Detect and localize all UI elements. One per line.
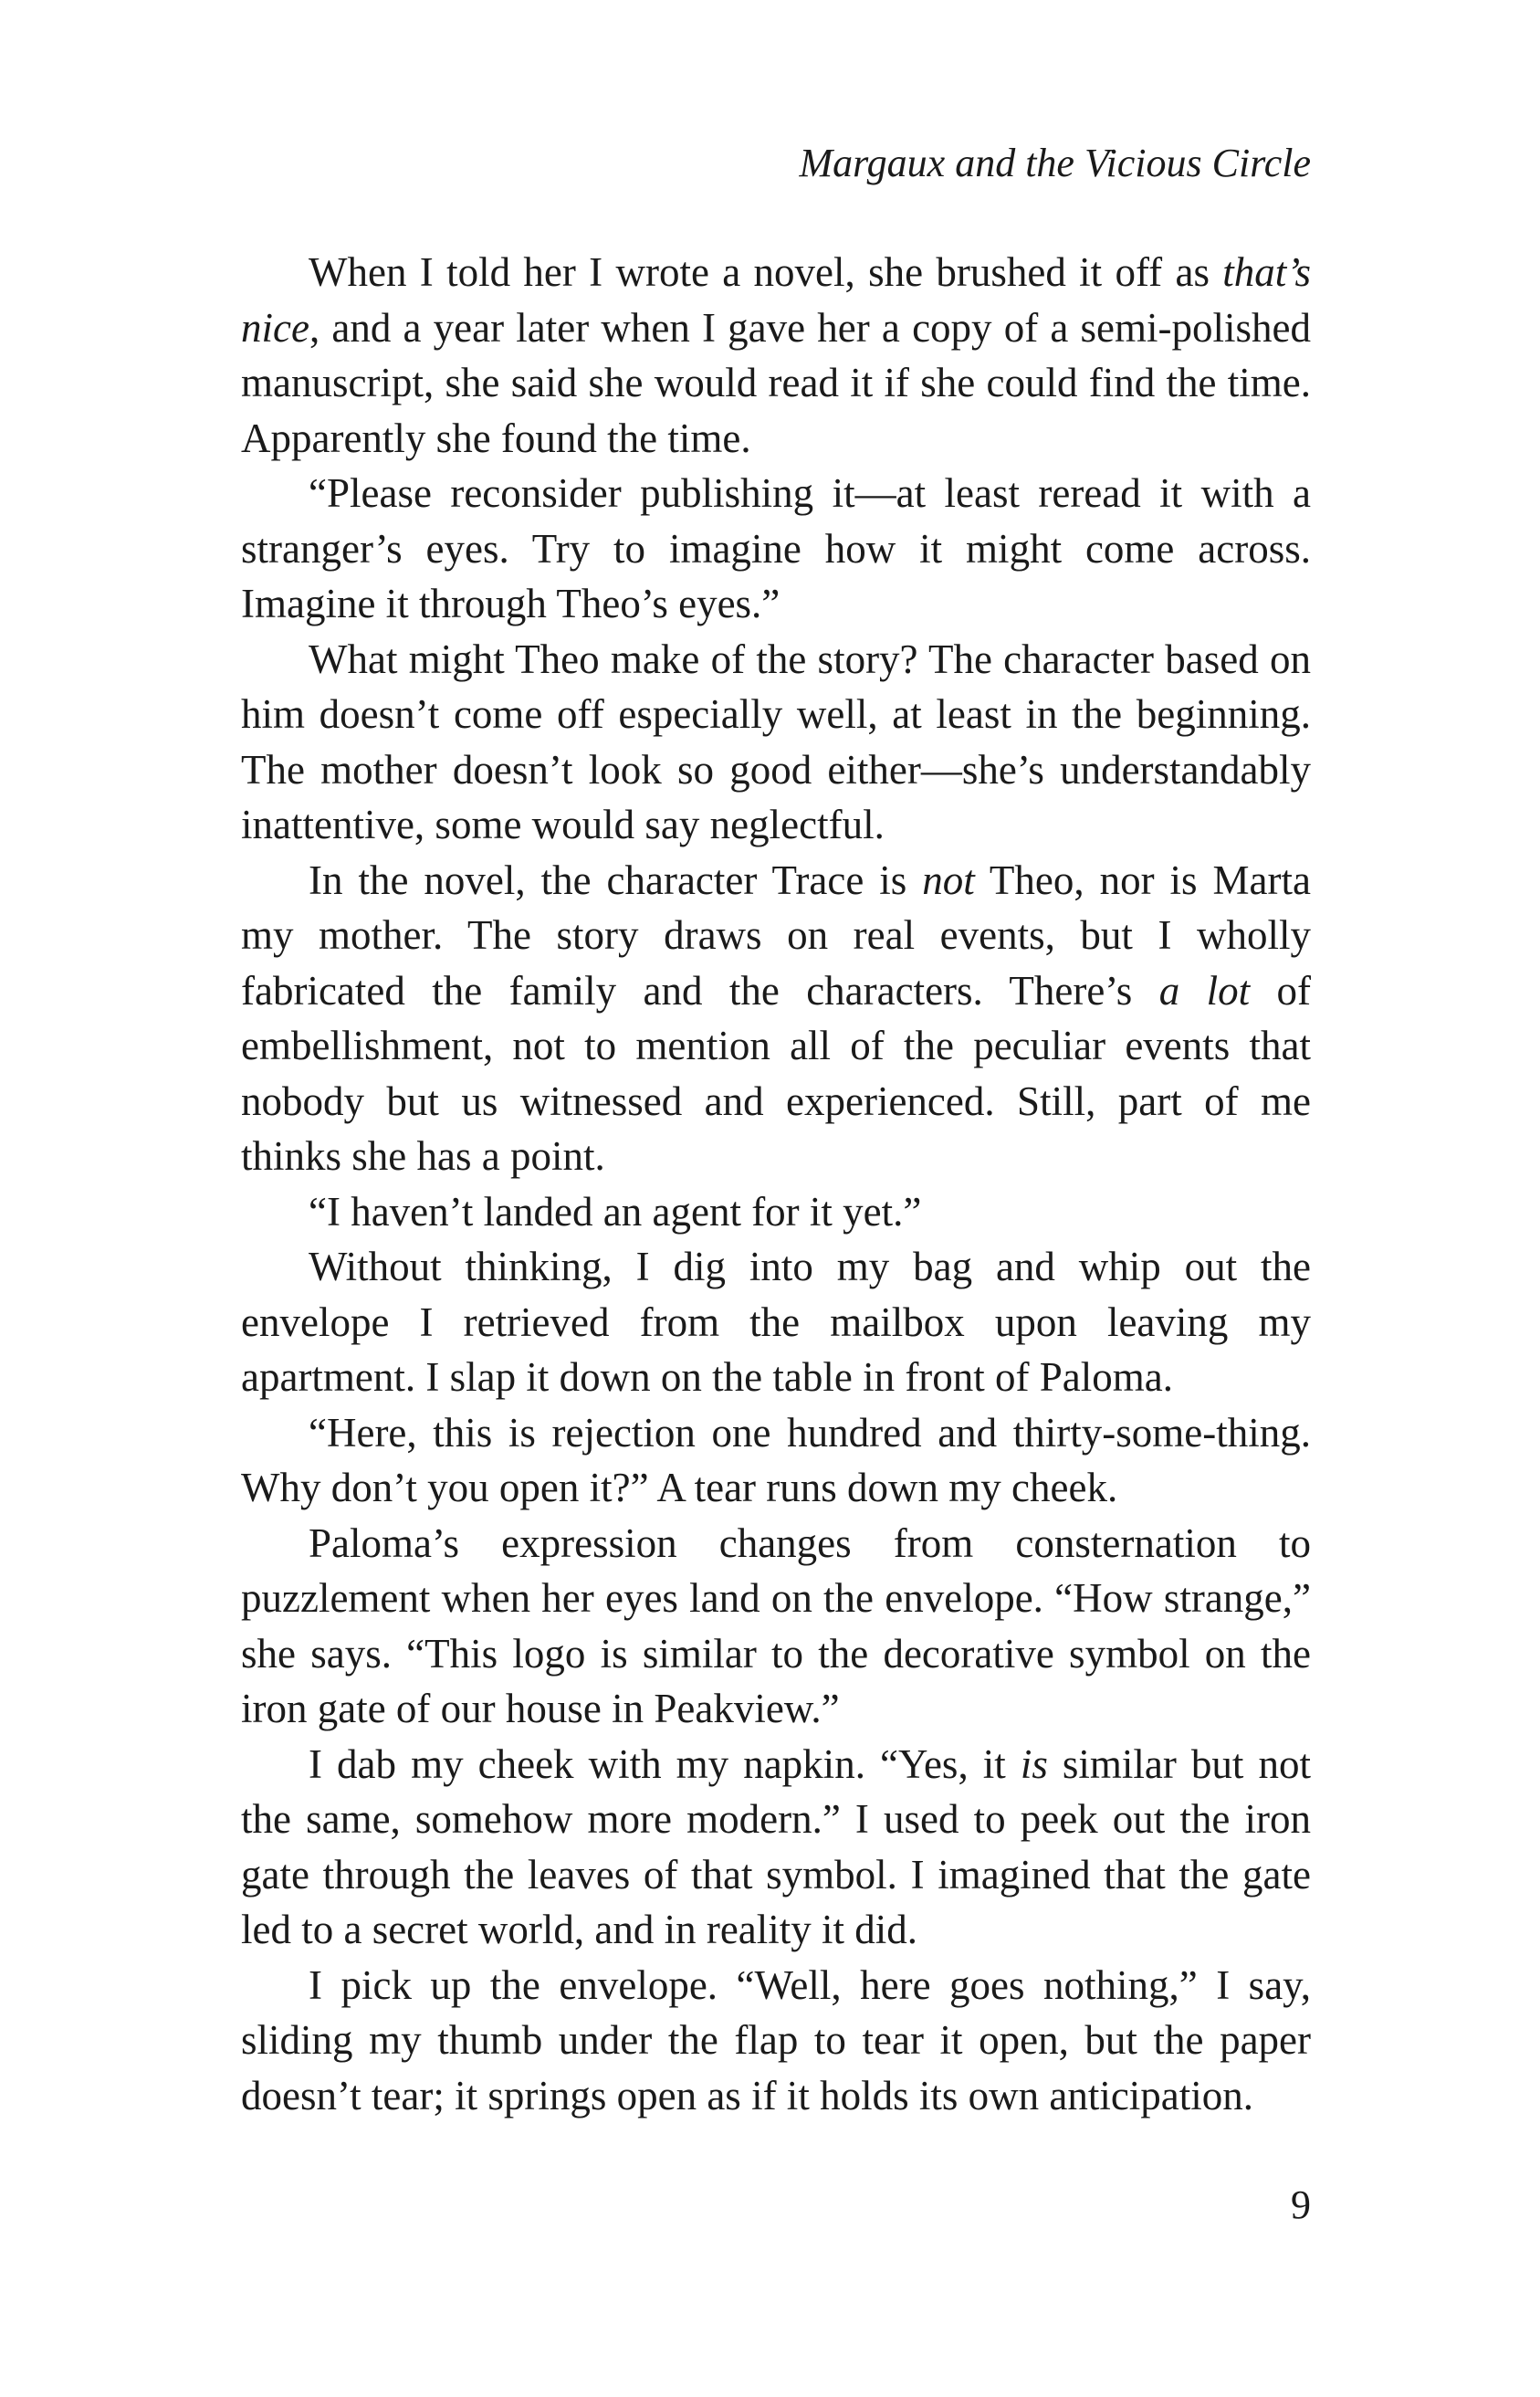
paragraph bbox=[241, 1516, 1311, 1737]
body-text bbox=[241, 245, 1311, 2123]
paragraph bbox=[241, 1184, 1311, 1240]
paragraph bbox=[241, 245, 1311, 466]
italic-text: not bbox=[922, 857, 975, 903]
paragraph bbox=[241, 1737, 1311, 1958]
page-number: 9 bbox=[1291, 2182, 1311, 2227]
text-segment: “Here, this is rejection one hundred and thirty-some-thing. Why don’t you open it?” A tear runs down my cheek. bbox=[241, 1409, 1311, 1510]
paragraph bbox=[241, 1239, 1311, 1405]
text-segment: “Please reconsider publishing it—at least reread it with a stranger’s eyes. Try to imagine how it might come across. Imagine it through Theo’s eyes.” bbox=[241, 470, 1311, 626]
paragraph bbox=[241, 632, 1311, 853]
paragraph bbox=[241, 853, 1311, 1184]
paragraph bbox=[241, 1958, 1311, 2124]
text-segment: “I haven’t landed an agent for it yet.” bbox=[309, 1188, 922, 1235]
text-segment: Without thinking, I dig into my bag and whip out the envelope I retrieved from the mailbox upon leaving my apartment. I slap it down on the table in front of Paloma. bbox=[241, 1244, 1311, 1400]
text-segment: , and a year later when I gave her a copy of a semi-polished manuscript, she said she would read it if she could find the time. Apparently she found the time. bbox=[241, 304, 1311, 461]
text-segment: Theo, nor is Marta my mother. The story draws on real events, but I wholly fabricated the family and the characters. There’s bbox=[241, 857, 1311, 1014]
text-segment: What might Theo make of the story? The character based on him doesn’t come off especially well, at least in the beginning. The mother doesn’t look so good either—she’s understandably inattentive, some would say neglectful. bbox=[241, 636, 1311, 847]
italic-text: that’s nice bbox=[241, 249, 1311, 351]
italic-text: is bbox=[1020, 1740, 1048, 1787]
text-segment: Paloma’s expression changes from consternation to puzzlement when her eyes land on the envelope. “How strange,” she says. “This logo is similar to the decorative symbol on the iron gate of our house in Peakview.” bbox=[241, 1519, 1311, 1731]
paragraph bbox=[241, 466, 1311, 632]
text-segment: I dab my cheek with my napkin. “Yes, it bbox=[309, 1740, 1021, 1787]
text-segment: I pick up the envelope. “Well, here goes nothing,” I say, sliding my thumb under the flap to tear it open, but the paper doesn’t tear; it springs open as if it holds its own anticipation. bbox=[241, 1961, 1311, 2118]
paragraph bbox=[241, 1405, 1311, 1516]
text-segment: of embellishment, not to mention all of the peculiar events that nobody but us witnessed and experienced. Still, part of me thinks she has a point. bbox=[241, 967, 1311, 1179]
text-segment: similar but not the same, somehow more modern.” I used to peek out the iron gate through the leaves of that symbol. I imagined that the gate led to a secret world, and in reality it did. bbox=[241, 1740, 1311, 1952]
text-segment: In the novel, the character Trace is bbox=[309, 857, 923, 903]
italic-text: a lot bbox=[1158, 967, 1251, 1014]
running-header: Margaux and the Vicious Circle bbox=[799, 141, 1311, 185]
text-segment: When I told her I wrote a novel, she brushed it off as bbox=[309, 249, 1223, 295]
